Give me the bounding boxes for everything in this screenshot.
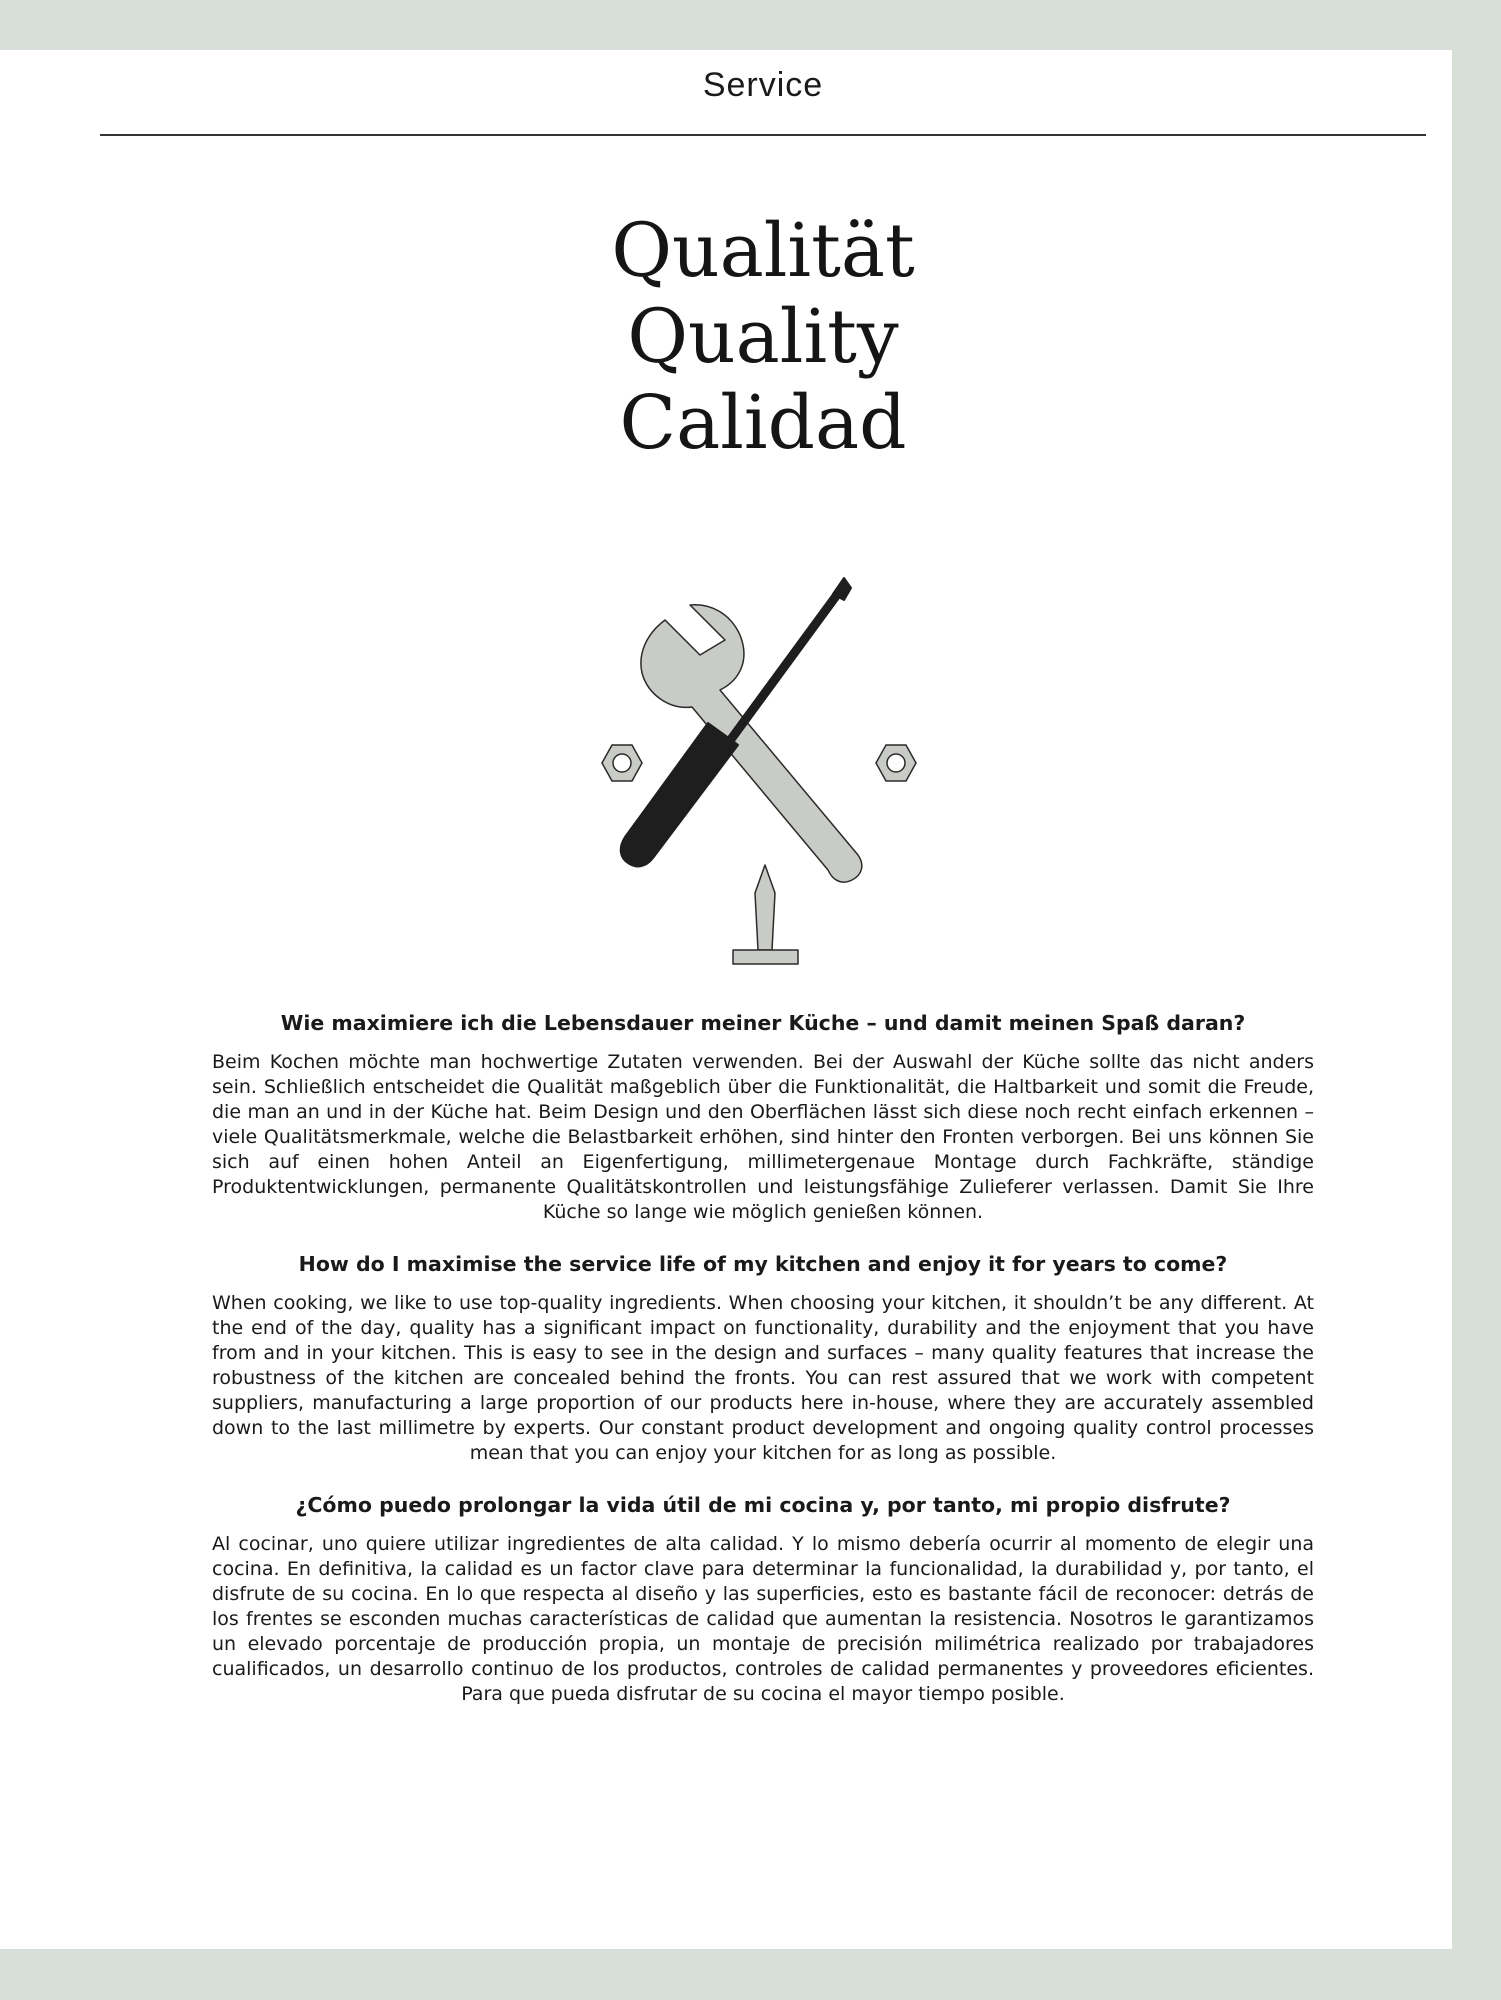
hex-nut-icon — [602, 745, 642, 781]
section-paragraph: Al cocinar, uno quiere utilizar ingredientes de alta calidad. Y lo mismo debería ocurrir al momento de elegir una cocina. En definitiva, la calidad es un factor clave para determinar la funcionalidad, la durabilidad y, por tanto, el disfrute de su cocina. En lo que respecta al diseño y las superficies, esto es bastante fácil de reconocer: detrás de los frentes se esconden muchas características de calidad que aumentan la resistencia. Nosotros le garantizamos un elevado porcentaje de producción propia, un montaje de precisión milimétrica realizado por trabajadores cualificados, un desarrollo continuo de los productos, controles de calidad permanentes y proveedores eficientes. Para que pueda disfrutar de su cocina el mayor tiempo posible. — [212, 1533, 1314, 1705]
wrench-icon — [641, 605, 862, 882]
article-body — [212, 1010, 1314, 1733]
hex-nut-icon — [876, 745, 916, 781]
section-heading: ¿Cómo puedo prolongar la vida útil de mi cocina y, por tanto, mi propio disfrute? — [295, 1493, 1231, 1517]
title-spanish: Calidad — [619, 380, 907, 466]
section-heading: Wie maximiere ich die Lebensdauer meiner Küche – und damit meinen Spaß daran? — [280, 1011, 1246, 1035]
section-heading: How do I maximise the service life of my kitchen and enjoy it for years to come? — [298, 1252, 1228, 1276]
page-sheet — [0, 50, 1452, 1949]
title-english: Quality — [627, 294, 899, 380]
section-spanish — [212, 1492, 1314, 1707]
section-german — [212, 1010, 1314, 1225]
page-title — [0, 208, 1501, 466]
section-paragraph: When cooking, we like to use top-quality ingredients. When choosing your kitchen, it shouldn’t be any different. At the end of the day, quality has a significant impact on functionality, durability and the enjoyment that you have from and in your kitchen. This is easy to see in the design and surfaces – many quality features that increase the robustness of the kitchen are concealed behind the fronts. You can rest assured that we work with competent suppliers, manufacturing a large proportion of our products here in-house, where they are accurately assembled down to the last millimetre by experts. Our constant product development and ongoing quality control processes mean that you can enjoy your kitchen for as long as possible. — [212, 1292, 1314, 1464]
section-english — [212, 1251, 1314, 1466]
tools-illustration — [590, 565, 940, 970]
title-german: Qualität — [611, 208, 915, 294]
section-header: Service — [702, 66, 824, 104]
section-paragraph: Beim Kochen möchte man hochwertige Zutaten verwenden. Bei der Auswahl der Küche sollte das nicht anders sein. Schließlich entscheidet die Qualität maßgeblich über die Funktionalität, die Haltbarkeit und somit die Freude, die man an und in der Küche hat. Beim Design und den Oberflächen lässt sich diese noch recht einfach erkennen – viele Qualitätsmerkmale, welche die Belastbarkeit erhöhen, sind hinter den Fronten verborgen. Bei uns können Sie sich auf einen hohen Anteil an Eigenfertigung, millimetergenaue Montage durch Fachkräfte, ständige Produktentwicklungen, permanente Qualitätskontrollen und leistungsfähige Zulieferer verlassen. Damit Sie Ihre Küche so lange wie möglich genießen können. — [212, 1051, 1314, 1223]
header-divider — [100, 134, 1426, 136]
nail-icon — [733, 865, 798, 964]
